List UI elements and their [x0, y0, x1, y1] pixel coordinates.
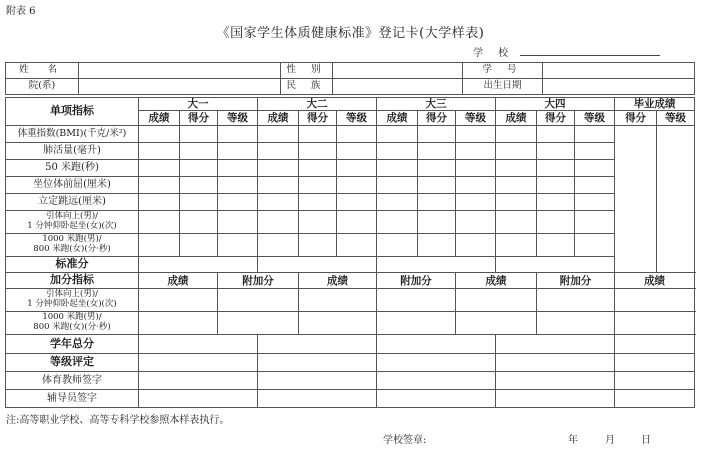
cell[interactable]	[537, 211, 575, 234]
cell[interactable]	[537, 234, 575, 257]
annex-label: 附表 6	[6, 6, 36, 17]
cell[interactable]	[496, 143, 537, 160]
cell[interactable]	[258, 211, 299, 234]
item-vital-capacity: 肺活量(毫升)	[6, 143, 139, 160]
bonus-col-points: 附加分	[218, 273, 299, 289]
cell[interactable]	[139, 126, 180, 143]
annual-total-year3[interactable]	[377, 335, 496, 354]
cell[interactable]	[299, 126, 337, 143]
graduation-grade-cell[interactable]	[657, 126, 695, 273]
pe-teacher-sig-year1[interactable]	[139, 372, 258, 390]
cell[interactable]	[299, 160, 337, 177]
cell[interactable]	[496, 234, 537, 257]
bonus-col-score: 成绩	[615, 273, 695, 289]
cell[interactable]	[258, 234, 299, 257]
cell[interactable]	[218, 312, 299, 335]
cell[interactable]	[377, 126, 418, 143]
standard-score-year3[interactable]	[377, 257, 496, 273]
student-id-label: 学 号	[463, 63, 543, 79]
bonus-item-pullup-situp	[6, 289, 139, 312]
cell[interactable]	[575, 177, 615, 194]
col-points: 得分	[299, 111, 337, 126]
item-endurance-run	[6, 234, 139, 257]
counselor-sig-year3[interactable]	[377, 390, 496, 408]
cell[interactable]	[377, 143, 418, 160]
date-month-label: 月	[605, 435, 615, 446]
name-label: 姓 名	[6, 63, 79, 79]
footnote: 注:高等职业学校、高等专科学校参照本样表执行。	[6, 415, 230, 426]
cell[interactable]	[575, 211, 615, 234]
cell[interactable]	[180, 126, 218, 143]
annual-total-label: 学年总分	[6, 335, 139, 354]
name-value[interactable]	[79, 63, 281, 79]
bonus-col-points: 附加分	[377, 273, 456, 289]
cell[interactable]	[139, 289, 218, 312]
item-bmi: 体重指数(BMI)(千克/米²)	[6, 126, 139, 143]
grade-eval-graduation[interactable]	[615, 354, 695, 372]
cell[interactable]	[258, 194, 299, 211]
cell[interactable]	[537, 126, 575, 143]
page-title: 《国家学生体质健康标准》登记卡(大学样表)	[216, 26, 485, 41]
cell[interactable]	[418, 234, 456, 257]
cell[interactable]	[537, 143, 575, 160]
item-50m-run: 50 米跑(秒)	[6, 160, 139, 177]
cell[interactable]	[418, 194, 456, 211]
cell[interactable]	[180, 143, 218, 160]
annual-total-year4[interactable]	[496, 335, 615, 354]
cell[interactable]	[299, 143, 337, 160]
cell[interactable]	[218, 177, 258, 194]
personal-info-table	[5, 62, 695, 95]
col-grade: 等级	[456, 111, 496, 126]
standard-score-year1[interactable]	[139, 257, 258, 273]
cell[interactable]	[139, 194, 180, 211]
bonus-col-score: 成绩	[299, 273, 377, 289]
col-points: 得分	[418, 111, 456, 126]
pe-teacher-sig-graduation[interactable]	[615, 372, 695, 390]
cell[interactable]	[418, 143, 456, 160]
cell[interactable]	[496, 194, 537, 211]
cell[interactable]	[456, 289, 537, 312]
cell[interactable]	[218, 126, 258, 143]
year2-header: 大二	[258, 98, 377, 111]
cell[interactable]	[537, 289, 615, 312]
col-grade: 等级	[657, 111, 695, 126]
cell[interactable]	[180, 194, 218, 211]
date-year-label: 年	[568, 435, 578, 446]
cell[interactable]	[299, 211, 337, 234]
cell[interactable]	[139, 211, 180, 234]
gender-label: 性 别	[281, 63, 333, 79]
cell[interactable]	[377, 234, 418, 257]
cell[interactable]	[537, 194, 575, 211]
cell[interactable]	[496, 211, 537, 234]
standard-score-label: 标准分	[6, 257, 139, 273]
graduation-points-cell[interactable]	[615, 126, 657, 273]
cell[interactable]	[418, 160, 456, 177]
grade-eval-year3[interactable]	[377, 354, 496, 372]
cell[interactable]	[377, 160, 418, 177]
cell[interactable]	[418, 177, 456, 194]
college-label: 院(系)	[6, 79, 79, 95]
counselor-sig-label: 辅导员签字	[6, 390, 139, 408]
bonus-col-points: 附加分	[537, 273, 615, 289]
school-seal-label: 学校签章:	[383, 435, 427, 446]
cell[interactable]	[575, 194, 615, 211]
cell[interactable]	[377, 289, 456, 312]
year3-header: 大三	[377, 98, 496, 111]
cell[interactable]	[456, 211, 496, 234]
cell[interactable]	[299, 289, 377, 312]
student-id-value[interactable]	[543, 63, 695, 79]
counselor-sig-year2[interactable]	[258, 390, 377, 408]
col-score: 成绩	[496, 111, 537, 126]
col-score: 成绩	[377, 111, 418, 126]
cell[interactable]	[575, 143, 615, 160]
cell[interactable]	[180, 211, 218, 234]
col-score: 成绩	[139, 111, 180, 126]
school-label: 学 校	[473, 48, 515, 59]
col-grade: 等级	[337, 111, 377, 126]
cell[interactable]	[615, 289, 695, 312]
cell[interactable]	[418, 211, 456, 234]
counselor-sig-graduation[interactable]	[615, 390, 695, 408]
cell[interactable]	[218, 234, 258, 257]
cell[interactable]	[456, 143, 496, 160]
col-points: 得分	[615, 111, 657, 126]
standard-score-year4[interactable]	[496, 257, 615, 273]
cell[interactable]	[337, 143, 377, 160]
grade-eval-year4[interactable]	[496, 354, 615, 372]
cell[interactable]	[337, 160, 377, 177]
bonus-item-endurance-run	[6, 312, 139, 335]
run-line-2: 800 米跑(女)(分·秒)	[33, 322, 111, 333]
item-sit-and-reach: 坐位体前屈(厘米)	[6, 177, 139, 194]
bonus-col-score: 成绩	[139, 273, 218, 289]
cell[interactable]	[218, 289, 299, 312]
standard-score-year2[interactable]	[258, 257, 377, 273]
cell[interactable]	[575, 126, 615, 143]
item-pullup-situp	[6, 211, 139, 234]
cell[interactable]	[377, 312, 456, 335]
cell[interactable]	[575, 234, 615, 257]
date-day-label: 日	[641, 435, 651, 446]
cell[interactable]	[418, 126, 456, 143]
cell[interactable]	[337, 211, 377, 234]
cell[interactable]	[299, 194, 337, 211]
counselor-sig-year4[interactable]	[496, 390, 615, 408]
cell[interactable]	[456, 126, 496, 143]
cell[interactable]	[456, 194, 496, 211]
cell[interactable]	[299, 312, 377, 335]
cell[interactable]	[299, 177, 337, 194]
cell[interactable]	[139, 312, 218, 335]
cell[interactable]	[456, 234, 496, 257]
cell[interactable]	[139, 143, 180, 160]
run-line-2: 800 米跑(女)(分·秒)	[33, 244, 111, 255]
cell[interactable]	[258, 126, 299, 143]
single-items-header: 单项指标	[6, 98, 139, 126]
cell[interactable]	[337, 194, 377, 211]
cell[interactable]	[496, 160, 537, 177]
cell[interactable]	[218, 160, 258, 177]
pullup-line-2: 1 分钟仰卧起坐(女)(次)	[27, 299, 117, 310]
cell[interactable]	[180, 177, 218, 194]
ethnicity-value[interactable]	[333, 79, 463, 95]
col-grade: 等级	[575, 111, 615, 126]
cell[interactable]	[377, 194, 418, 211]
college-value[interactable]	[79, 79, 281, 95]
birth-date-label: 出生日期	[463, 79, 543, 95]
cell[interactable]	[337, 234, 377, 257]
cell[interactable]	[456, 177, 496, 194]
cell[interactable]	[377, 177, 418, 194]
cell[interactable]	[218, 194, 258, 211]
counselor-sig-year1[interactable]	[139, 390, 258, 408]
annual-total-graduation[interactable]	[615, 335, 695, 354]
cell[interactable]	[218, 211, 258, 234]
cell[interactable]	[377, 211, 418, 234]
school-underline	[520, 55, 660, 56]
col-grade: 等级	[218, 111, 258, 126]
bonus-items-header: 加分指标	[6, 273, 139, 289]
cell[interactable]	[299, 234, 337, 257]
cell[interactable]	[139, 160, 180, 177]
item-standing-jump: 立定跳远(厘米)	[6, 194, 139, 211]
col-points: 得分	[537, 111, 575, 126]
grade-eval-year1[interactable]	[139, 354, 258, 372]
cell[interactable]	[337, 126, 377, 143]
pe-teacher-sig-year3[interactable]	[377, 372, 496, 390]
year4-header: 大四	[496, 98, 615, 111]
cell[interactable]	[139, 234, 180, 257]
ethnicity-label: 民 族	[281, 79, 333, 95]
annual-total-year1[interactable]	[139, 335, 258, 354]
pullup-line-1: 引体向上(男)/	[46, 211, 98, 222]
cell[interactable]	[218, 143, 258, 160]
cell[interactable]	[258, 177, 299, 194]
cell[interactable]	[180, 160, 218, 177]
cell[interactable]	[615, 312, 695, 335]
cell[interactable]	[139, 177, 180, 194]
cell[interactable]	[337, 177, 377, 194]
cell[interactable]	[537, 177, 575, 194]
pe-teacher-sig-year4[interactable]	[496, 372, 615, 390]
cell[interactable]	[258, 160, 299, 177]
cell[interactable]	[537, 160, 575, 177]
pe-teacher-sig-year2[interactable]	[258, 372, 377, 390]
run-line-1: 1000 米跑(男)/	[42, 234, 102, 245]
annual-total-year2[interactable]	[258, 335, 377, 354]
year1-header: 大一	[139, 98, 258, 111]
gender-value[interactable]	[333, 63, 463, 79]
cell[interactable]	[456, 160, 496, 177]
cell[interactable]	[456, 312, 537, 335]
cell[interactable]	[537, 312, 615, 335]
bonus-col-score: 成绩	[456, 273, 537, 289]
run-line-1: 1000 米跑(男)/	[42, 312, 102, 323]
col-score: 成绩	[258, 111, 299, 126]
cell[interactable]	[496, 177, 537, 194]
cell[interactable]	[496, 126, 537, 143]
col-points: 得分	[180, 111, 218, 126]
birth-date-value[interactable]	[543, 79, 695, 95]
cell[interactable]	[575, 160, 615, 177]
cell[interactable]	[258, 143, 299, 160]
pullup-line-2: 1 分钟仰卧起坐(女)(次)	[27, 221, 117, 232]
grade-eval-year2[interactable]	[258, 354, 377, 372]
grade-eval-label: 等级评定	[6, 354, 139, 372]
cell[interactable]	[180, 234, 218, 257]
score-table	[5, 97, 695, 408]
pe-teacher-sig-label: 体育教师签字	[6, 372, 139, 390]
graduation-header: 毕业成绩	[615, 98, 695, 111]
pullup-line-1: 引体向上(男)/	[46, 289, 98, 300]
